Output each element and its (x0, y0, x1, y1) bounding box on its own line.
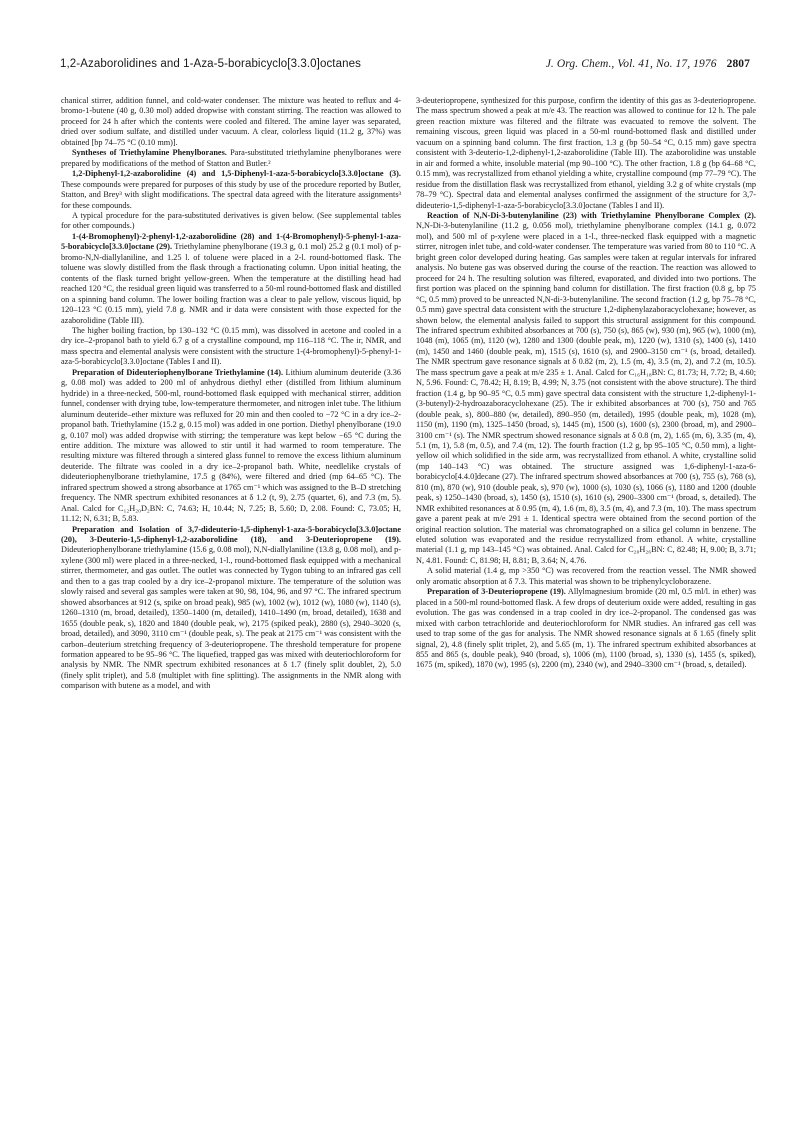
section-heading: Preparation of 3-Deuteriopropene (19). (427, 587, 566, 597)
section-heading: Syntheses of Triethylamine Phenylboranes. (72, 148, 227, 158)
paragraph (416, 587, 756, 671)
running-header (60, 58, 750, 70)
paragraph-text: Allylmagnesium bromide (20 ml, 0.5 ml/l. in ether) was placed in a 500-ml round-bottomed flask. A few drops of deuterium oxide were added, resulting in gas evolution. The gas was condensed in a trap cooled in dry ice–2-propanol. The condensed gas was mixed with carbon tetrachloride and deuteriochloroform for NMR studies. An infrared gas cell was used to trap some of the gas for analysis. The NMR showed resonance signals at δ 1.65 (finely split signal, 2), 4.8 (finely split triplet, 2), and 5.65 (m, 1). The infrared spectrum exhibited absorbances at 855 and 865 (s, double peak), 940 (broad, s), 1006 (m), 1100 (broad, s), 1330 (s), 1455 (s, spiked), 1675 (m, spiked), 1870 (w), 1995 (s), 2200 (m), 2340 (w), and 2940–3300 cm⁻¹ (broad, s, detailed). (416, 587, 756, 670)
paragraph-text: Para-substituted triethylamine phenylboranes were prepared by modifications of the method of Statton and Butler.² (61, 148, 401, 168)
page-number: 2807 (726, 58, 750, 70)
paragraph-text: N,N-Di-3-butenylaniline (11.2 g, 0.056 mol), triethylamine phenylborane complex (14.1 g, 0.072 mol), and 500 ml of p-xylene were placed in a 1-l., three-necked flask equipped with a magnetic stirrer, nitrogen inlet tube, and cold-water condenser. The temperature was varied from 80 to 110 °C. A bright green color developed during heating. Gas samples were taken at regular intervals for infrared analysis. No butene gas was observed during the course of the reaction. The reaction was allowed to proceed for 24 h. The resulting solution was filtered, evaporated, and divided into two portions. The first portion was placed on the spinning band column for distillation. The first fraction (0.8 g, bp 75 °C, 0.5 mm) proved to be unreacted N,N-di-3-butenylaniline. The second fraction (1.2 g, bp 75–78 °C, 0.5 mm) gave spectral data consistent with the structure 1,2-diphenylazaboracyclohexane; however, as shown below, the elemental analysis failed to support this structural assignment for this compound. The infrared spectrum exhibited absorbances at 700 (s), 750 (s), 865 (w), 930 (m), 965 (w), 1000 (m), 1048 (m), 1065 (m), 1120 (w), 1280 and 1300 (double peak, m), 1220 (w), 1310 (s), 1400 (s), 1410 (m), 1450 and 1460 (double peak, m), 1515 (s), 1610 (s), and 2900–3150 cm⁻¹ (s, broad, detailed). The NMR spectrum gave resonance signals at δ 0.82 (m, 2), 1.5 (m, 4), 3.5 (m, 2), and 7.2 (m, 10.5). The mass spectrum gave a peak at m/e 235 ± 1. Anal. Calcd for C₁₆H₁₈BN: C, 81.73; H, 7.72; B, 4.60; N, 5.96. Found: C, 78.42; H, 8.19; B, 4.99; N, 3.75 (not consistent with the above structure). The third fraction (1.4 g, bp 90–95 °C, 0.5 mm) gave spectral data consistent with the structure 1,2-diphenyl-1-(3-butenyl)-2-hydroazaboracyclohexane (25). The ir exhibited absorbances at 700 (s), 750 and 765 (double peak, s), 800–880 (w, detailed), 890–950 (m, detailed), 1995 (double peak, m), 1028 (m), 1150 (m), 1190 (m), 1325–1450 (broad, s), 1445 (m), 1500 (s), 1600 (s), 2300 (broad, m), and 2900–3100 cm⁻¹ (s). The NMR spectrum showed resonance signals at δ 0.8 (m, 2), 1.65 (m, 6), 3.35 (m, 4), 5.1 (m, 1), 5.8 (m, 0.5), and 7.4 (m, 12). The fourth fraction (1.2 g, bp 95–105 °C, 0.50 mm), a light-yellow oil which solidified in the side arm, was recrystallized from ethanol. A white, crystalline solid (mp 140–143 °C) was obtained. The structure assigned was 1,6-diphenyl-1-aza-6-borabicyclo[4.4.0]decane (27). The infrared spectrum showed absorbances at 700 (s), 755 (s), 768 (s), 810 (m), 870 (w), 910 (double peak, s), 970 (w), 1000 (s), 1030 (s), 1066 (s), 1180 and 1200 (double peak, s) 1250–1430 (broad, s), 1450 (s), 1510 (s), 1610 (s), 2900–3300 cm⁻¹ (broad, s, detailed). The NMR exhibited resonances at δ 0.95 (m, 4), 1.6 (m, 8), 3.5 (m, 4), and 7.3 (m, 10). The mass spectrum gave a parent peak at m/e 291 ± 1. Identical spectra were obtained from the second portion of the original reaction solution. The material was chromatographed on a silica gel column in benzene. The eluted solution was evaporated and the residue recrystallized from ethanol. A white, crystalline material (1.1 g, mp 143–145 °C) was obtained. Anal. Calcd for C₂₀H₂₆BN: C, 82.48; H, 9.00; B, 3.71; N, 4.81. Found: C, 81.98; H, 8.81; B, 3.64; N, 4.76. (416, 221, 756, 565)
paragraph: The higher boiling fraction, bp 130–132 °C (0.15 mm), was dissolved in acetone and cooled in a dry ice–2-propanol bath to yield 6.7 g of a crystalline compound, mp 116–118 °C. The ir, NMR, and mass spectra and elemental analysis were consistent with the structure 1-(4-bromophenyl)-5-phenyl-1-aza-5-borabicyclo[3.3.0]octane (Tables I and II). (61, 325, 401, 367)
paragraph: chanical stirrer, addition funnel, and cold-water condenser. The mixture was heated to reflux and 4-bromo-1-butene (40 g, 0.30 mol) added dropwise with constant stirring. The reaction was allowed to proceed for 24 h after which the contents were cooled and filtered. The amine layer was separated, dried over sodium sulfate, and distilled under vacuum. A clear, colorless liquid (11.2 g, 37%) was obtained [bp 74–75 °C (0.10 mm)]. (61, 96, 401, 147)
paragraph-text: Lithium aluminum deuteride (3.36 g, 0.08 mol) was added to 200 ml of anhydrous diethyl ether (distilled from lithium aluminum hydride) in a three-necked, 500-ml, round-bottomed flask equipped with mechanical stirrer, addition funnel, condenser with drying tube, low-temperature thermometer, and nitrogen inlet tube. The lithium aluminum deuteride–ether mixture was refluxed for 20 min and then cooled to −72 °C in a dry ice–2-propanol bath. Triethylamine (15.2 g, 0.15 mol) was added in one portion. Diethyl phenylborane (19.0 g, 0.107 mol) was added dropwise with stirring; the temperature was kept below −65 °C during the entire addition. The mixture was allowed to stir until it had warmed to room temperature. The resulting mixture was filtered through a sintered glass funnel to remove the excess lithium aluminum deuteride. The filtrate was cooled in a dry ice–2-propanol bath. White, needlelike crystals of dideuteriophenylborane triethylamine, 17.5 g (84%), were filtered and dried (mp 64–65 °C). The infrared spectrum showed a strong absorbance at 1765 cm⁻¹ which was assigned to the B–D stretching frequency. The NMR spectrum exhibited resonances at δ 1.2 (t, 9), 2.75 (quartet, 6), and 7.3 (m, 5). Anal. Calcd for C₁₂H₂₀D₂BN: C, 74.63; H, 10.44; N, 7.25; B, 5.60; D, 2.08. Found: C, 73.05; H, 11.12; N, 6.31; B, 5.83. (61, 367, 402, 524)
paragraph: A typical procedure for the para-substituted derivatives is given below. (See supplemental tables for other compounds.) (61, 210, 401, 231)
section-heading: Preparation of Dideuteriophenylborane Triethylamine (14). (72, 367, 284, 377)
paragraph-text: Dideuteriophenylborane triethylamine (15.6 g, 0.08 mol), N,N-diallylaniline (13.8 g, 0.08 mol), and p-xylene (300 ml) were placed in a three-necked, 1-l., round-bottomed flask equipped with a mechanical stirrer, thermometer, and gas outlet. The outlet was connected by Tygon tubing to an infrared gas cell and then to a gas trap cooled by a dry ice–2-propanol mixture. The temperature of the solution was slowly raised and several gas samples were taken at 90, 98, 104, 96, and 97 °C. The infrared spectrum showed absorbances at 912 (s, spike on broad peak), 985 (w), 1002 (w), 1012 (w), 1080 (w), 1140 (s), 1260–1310 (m, broad, detailed), 1350–1400 (m, detailed), 1410–1490 (m, broad, detailed), 1638 and 1655 (double peak, s), 1820 and 1840 (double peak, w), 2175 (spiked peak), 2880 (s), 2940–3020 (s, broad, detailed), and 3090, 3110 cm⁻¹ (double peak, s). The peak at 2175 cm⁻¹ was consistent with the carbon–deuterium stretching frequency of 3-deuteriopropene. The threshold temperature for propene formation appeared to be 95–96 °C. The liquefied, trapped gas was mixed with deuteriochloroform for analysis by NMR. The NMR spectrum exhibited resonances at δ 1.7 (finely split doublet, 2), 5.0 (finely split triplet), and 5.8 (multiplet with fine splitting). The assignments in the NMR along with comparison with butene as a model, and with (61, 545, 401, 691)
paragraph (61, 525, 401, 692)
journal-citation (546, 58, 750, 70)
section-heading: 1-(4-Bromophenyl)-2-phenyl-1,2-azaborolidine (28) and 1-(4-Bromophenyl)-5-phenyl-1-aza-5-borabicyclo[3.3.0]octane (29). (61, 231, 401, 252)
section-heading: Reaction of N,N-Di-3-butenylaniline (23) with Triethylamine Phenylborane Complex (2). (427, 210, 756, 220)
paragraph: 3-deuteriopropene, synthesized for this purpose, confirm the identity of this gas as 3-deuteriopropene. The mass spectrum showed a peak at m/e 43. The reaction was allowed to continue for 12 h. The pale green reaction mixture was filtered and the filtrate was evacuated to remove the solvent. The remaining viscous, green liquid was placed in a 50-ml round-bottomed flask and distilled under vacuum on a spinning band column. The first fraction, 1.3 g (bp 50–54 °C, 0.15 mm) gave spectra consistent with 3-deuterio-1,2-diphenyl-1,2-azaborolidine (Table III). The azaborolidine was unstable in air and formed a white, insoluble material (mp 90–100 °C). The other fraction, 1.8 g (bp 64–68 °C, 0.15 mm), was recrystallized from ethanol yielding a white, crystalline compound (mp 77–79 °C). The residue from the distillation flask was recrystallized from ethanol, yielding 3.2 g of white crystals (mp 78–79 °C). Spectral data and elemental analyses confirmed the assignment of the structure for 3,7-dideuterio-1,5-diphenyl-1-aza-5-borabicyclo[3.3.0]octane (Tables I and II). (416, 96, 756, 210)
section-heading: 1,2-Diphenyl-1,2-azaborolidine (4) and 1,5-Diphenyl-1-aza-5-borabicyclo[3.3.0]octane (3). (72, 169, 401, 179)
paragraph: A solid material (1.4 g, mp >350 °C) was recovered from the reaction vessel. The NMR showed only aromatic absorption at δ 7.3. This material was shown to be triphenylcycloborazene. (416, 566, 756, 586)
section-heading: Preparation and Isolation of 3,7-dideuterio-1,5-diphenyl-1-aza-5-borabicyclo[3.3.0]octane (20), 3-Deuterio-1,5-diphenyl-1,2-azaborolidine (18), and 3-Deuteriopropene (19). (61, 524, 401, 545)
paragraph-text: Triethylamine phenylborane (19.3 g, 0.1 mol) 25.2 g (0.1 mol) of p-bromo-N,N-diallylaniline, and 1.25 l. of toluene were placed in a 2-l. round-bottomed flask. The toluene was slowly distilled from the flask through a fractionating column. Upon initial heating, the contents of the flask turned bright yellow-green. When the temperature at the distilling head had reached 120 °C, the residual green liquid was transferred to a 50-ml round-bottomed flask and distilled on a spinning band column. The lower boiling fraction was a clear to pale yellow, viscous liquid, bp 120–123 °C (0.15 mm), yield 7.8 g. NMR and ir data were consistent with those expected for the azaborolidine (Table III). (61, 242, 401, 325)
journal-name: J. Org. Chem., Vol. 41, No. 17, 1976 (545, 58, 717, 70)
right-column (416, 96, 756, 671)
left-column (61, 96, 401, 692)
paragraph (416, 211, 756, 566)
paragraph (61, 368, 401, 525)
paragraph (61, 148, 401, 169)
running-title: 1,2-Azaborolidines and 1-Aza-5-borabicyclo[3.3.0]octanes (60, 58, 361, 70)
paragraph-text: These compounds were prepared for purposes of this study by use of the procedure reported by Butler, Statton, and Brey³ with slight modifications. The spectral data agreed with the literature assignments³ for these compounds. (61, 179, 401, 210)
paragraph (61, 169, 401, 211)
paragraph (61, 232, 401, 326)
